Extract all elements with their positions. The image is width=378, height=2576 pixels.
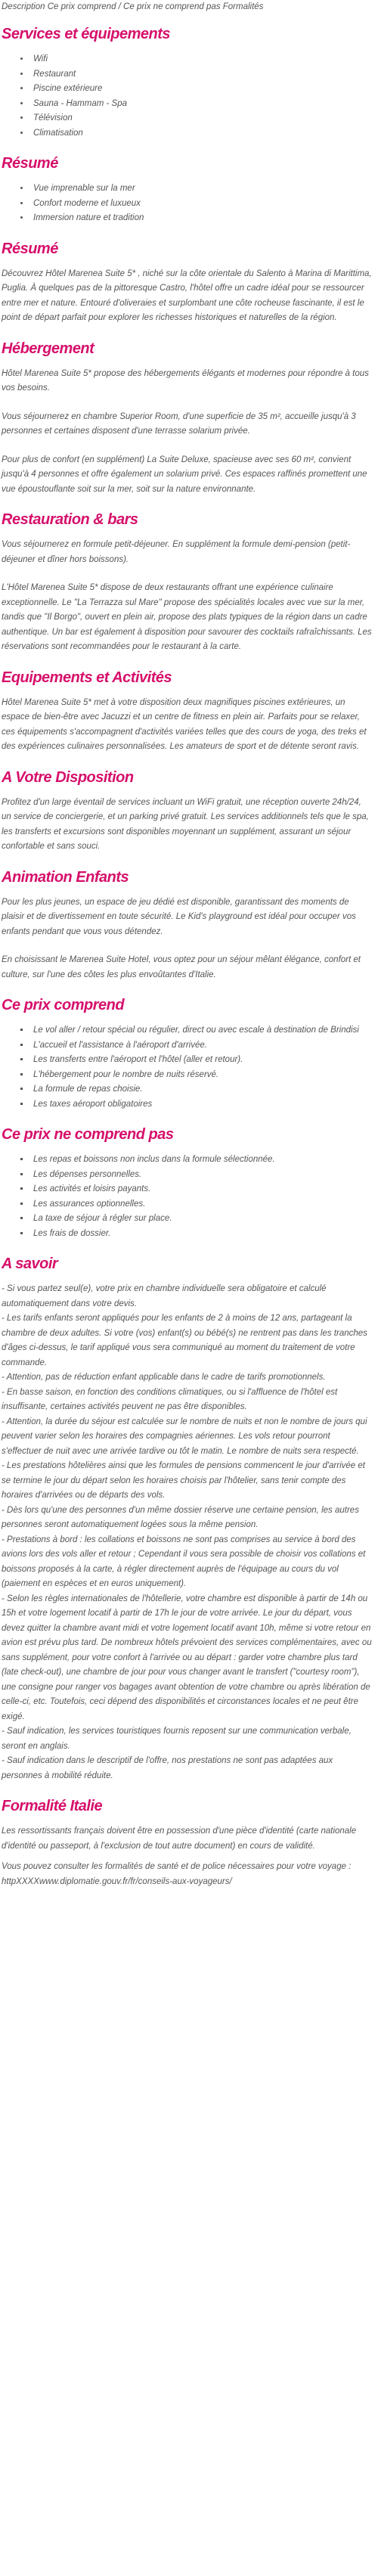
- services-title: Services et équipements: [2, 26, 171, 42]
- savoir-line: - Prestations à bord : les collations et boissons ne sont pas comprises au service à bord des avions lors des vols aller et retour ; Cependant il vous sera possible de choisir vos collations et boissons proposés à la carte, à régler directement auprès de l'équipage au cours du vol (paiement en espèces et en euros uniquement).: [2, 1535, 366, 1588]
- savoir-line: - Attention, la durée du séjour est calculée sur le nombre de nuits et non le nombre de jours qui peuvent varier selon les horaires des compagnies aériennes. Les vols retour pourront s'effectuer de nuit avec une arrivée tardive ou tôt le matin. Le nombre de nuits sera respecté.: [2, 1417, 367, 1456]
- list-item: ▪ Les transferts entre l'aéroport et l'hôtel (aller et retour).: [30, 1053, 372, 1068]
- resume-paragraph: Découvrez Hôtel Marenea Suite 5* , niché sur la côte orientale du Salento à Marina di Marittima, Puglia. À quelques pas de la pittoresque Castro, l'hôtel offre un cadre idéal pour se ressourcer entre mer et nature. Entouré d'oliveraies et surplombant une côte rocheuse fascinante, il est le point de départ parfait pour explorer les richesses historiques et naturelles de la région.: [2, 268, 372, 322]
- list-item: ▪ L'accueil et l'assistance à l'aéroport d'arrivée.: [30, 1038, 372, 1054]
- equipements-paragraph: Hôtel Marenea Suite 5* met à votre disposition deux magnifiques piscines extérieures, un espace de bien-être avec Jacuzzi et un centre de fitness en plein air. Parfaits pour se relaxer, ces équipements s'accompagnent d'activités variées telles que des cours de yoga, des treks et des expériences culinaires personnalisées. Les amateurs de sport et de détente seront ravis.: [2, 697, 367, 751]
- list-item: ▪ Les dépenses personnelles.: [30, 1168, 372, 1183]
- formalite-section: [2, 1797, 372, 1889]
- savoir-line: - Selon les règles internationales de l'hôtellerie, votre chambre est disponible à partir de 14h ou 15h et votre logement locatif à partir de 17h le jour de votre arrivée. Le jour du départ, vous devez quitter la chambre avant midi et votre logement locatif avant 10h, même si votre retour en avion est prévu plus tard. De nombreux hôtels prévoient des services complémentaires, avec ou sans supplément, pour votre confort à l'arrivée ou au départ : garder votre chambre plus tard (late check-out), une chambre de jour pour vous changer avant le transfert ("courtesy room"), une consigne pour ranger vos bagages avant obtention de votre chambre ou après libération de celle-ci, etc. Toutefois, ceci dépend des disponibilités et circonstances locales et ne peut être exigé.: [2, 1594, 372, 1721]
- list-item: • Sauna - Hammam - Spa: [30, 97, 372, 112]
- top-description: Description Ce prix comprend / Ce prix ne comprend pas Formalités: [2, 2, 264, 11]
- services-list: [2, 52, 372, 141]
- list-item: ▪ Le vol aller / retour spécial ou régulier, direct ou avec escale à destination de Brindisi: [30, 1023, 372, 1038]
- list-item: ▪ Les assurances optionnelles.: [30, 1197, 372, 1212]
- savoir-block: [2, 1282, 372, 1783]
- disposition-title: A Votre Disposition: [2, 768, 134, 786]
- savoir-title: A savoir: [2, 1255, 58, 1272]
- list-item: • Confort moderne et luxueux: [30, 197, 372, 212]
- savoir-line: - Les prestations hôtelières ainsi que les formules de pensions commencent le jour d'arrivée et se termine le jour du départ selon les horaires choisis par l'hôtelier, sans tenir compte des horaires d'arrivées ou de départs des vols.: [2, 1461, 365, 1500]
- savoir-line: - Dès lors qu'une des personnes d'un même dossier réserve une certaine pension, les autres personnes seront automatiquement logées sous la même pension.: [2, 1505, 359, 1529]
- formalite-title: Formalité Italie: [2, 1798, 103, 1814]
- list-item: • Vue imprenable sur la mer: [30, 182, 372, 197]
- hebergement-paragraph: Vous séjournerez en chambre Superior Room, d'une superficie de 35 m², accueille jusqu'à 3 personnes et certaines disposent d'une terrasse solarium privée.: [2, 411, 356, 436]
- list-item: • Climatisation: [30, 126, 372, 141]
- restauration-paragraph: L'Hôtel Marenea Suite 5* dispose de deux restaurants offrant une expérience culinaire exceptionnelle. Le "La Terrazza sul Mare" propose des spécialités locales avec vue sur la mer, tandis que "Il Borgo", ouvert en plein air, propose des plats typiques de la région dans un cadre authentique. Un bar est également à disposition pour savourer des cocktails rafraîchissants. Les réservations sont recommandées pour le restaurant à la carte.: [2, 583, 372, 651]
- savoir-line: - Sauf indication dans le descriptif de l'offre, nos prestations ne sont pas adaptées aux personnes à mobilité réduite.: [2, 1756, 333, 1780]
- enfants-paragraph: En choisissant le Marenea Suite Hotel, vous optez pour un séjour mêlant élégance, confort et culture, sur l'une des côtes les plus envoûtantes d'Italie.: [2, 955, 361, 979]
- list-item: ▪ Les frais de dossier.: [30, 1227, 372, 1242]
- hebergement-paragraph: Hôtel Marenea Suite 5* propose des hébergements élégants et modernes pour répondre à tous vos besoins.: [2, 368, 369, 393]
- list-item: ▪ Les activités et loisirs payants.: [30, 1182, 372, 1197]
- formalite-paragraph: Les ressortissants français doivent être en possession d'une pièce d'identité (carte nationale d'identité ou passeport, à l'exclusion de tout autre document) en cours de validité.: [2, 1826, 357, 1851]
- savoir-line: - Sauf indication, les services touristiques fournis reposent sur une communication verbale, seront en anglais.: [2, 1727, 352, 1751]
- savoir-line: - Les tarifs enfants seront appliqués pour les enfants de 2 à moins de 12 ans, partageant la chambre de deux adultes. Si votre (vos) enfant(s) ou bébé(s) ne rentrent pas dans les tranches d'âges ci-dessus, le tarif appliqué vous sera communiqué au moment du traitement de votre commande.: [2, 1314, 367, 1367]
- comprend-list: [2, 1023, 372, 1112]
- hebergement-paragraph: Pour plus de confort (en supplément) La Suite Deluxe, spacieuse avec ses 60 m², convient jusqu'à 4 personnes et offre également un solarium privé. Ces espaces raffinés promettent une vue époustouflante soit sur la mer, soit sur la nature environnante.: [2, 455, 367, 494]
- list-item: ▪ La taxe de séjour à régler sur place.: [30, 1212, 372, 1227]
- comprend-title: Ce prix comprend: [2, 997, 125, 1013]
- savoir-line: - Attention, pas de réduction enfant applicable dans le cadre de tarifs promotionnels.: [2, 1373, 326, 1382]
- list-item: • Immersion nature et tradition: [30, 211, 372, 226]
- list-item: ▪ L'hébergement pour le nombre de nuits réservé.: [30, 1068, 372, 1083]
- list-item: • Piscine extérieure: [30, 82, 372, 97]
- ne-comprend-title: Ce prix ne comprend pas: [2, 1126, 174, 1143]
- list-item: • Wifi: [30, 52, 372, 67]
- resume-list-title: Résumé: [2, 155, 58, 172]
- enfants-paragraph: Pour les plus jeunes, un espace de jeu dédié est disponible, garantissant des moments de plaisir et de divertissement en toute sécurité. Le Kid's playground est idéal pour occuper vos enfants pendant que vous vous détendez.: [2, 897, 356, 936]
- enfants-title: Animation Enfants: [2, 868, 129, 886]
- restauration-title: Restauration & bars: [2, 511, 138, 528]
- list-item: ▪ La formule de repas choisie.: [30, 1082, 372, 1097]
- ne-comprend-list: [2, 1153, 372, 1241]
- savoir-line: - En basse saison, en fonction des conditions climatiques, ou si l'affluence de l'hôtel est insuffisante, certaines activités peuvent ne pas être disponibles.: [2, 1387, 338, 1411]
- list-item: • Télévision: [30, 111, 372, 126]
- resume-list: [2, 182, 372, 226]
- formalite-paragraph: Vous pouvez consulter les formalités de santé et de police nécessaires pour votre voyage : httpXXXXwww.diplomatie.gouv.fr/fr/conseils-aux-voyageurs/: [2, 1862, 352, 1886]
- restauration-paragraph: Vous séjournerez en formule petit-déjeuner. En supplément la formule demi-pension (petit-déjeuner et dîner hors boissons).: [2, 540, 351, 564]
- disposition-paragraph: Profitez d'un large éventail de services incluant un WiFi gratuit, une réception ouverte 24h/24, un service de conciergerie, et un parking privé gratuit. Les services additionnels tels que le spa, les transferts et excursions sont disponibles moyennant un supplément, assurant un séjour confortable et sans souci.: [2, 797, 369, 851]
- list-item: • Restaurant: [30, 67, 372, 82]
- equipements-title: Equipements et Activités: [2, 669, 172, 686]
- savoir-line: - Si vous partez seul(e), votre prix en chambre individuelle sera obligatoire et calculé automatiquement dans votre devis.: [2, 1284, 327, 1308]
- list-item: ▪ Les repas et boissons non inclus dans la formule sélectionnée.: [30, 1153, 372, 1168]
- hebergement-title: Hébergement: [2, 340, 94, 357]
- resume-text-title: Résumé: [2, 240, 58, 257]
- list-item: ▪ Les taxes aéroport obligatoires: [30, 1097, 372, 1113]
